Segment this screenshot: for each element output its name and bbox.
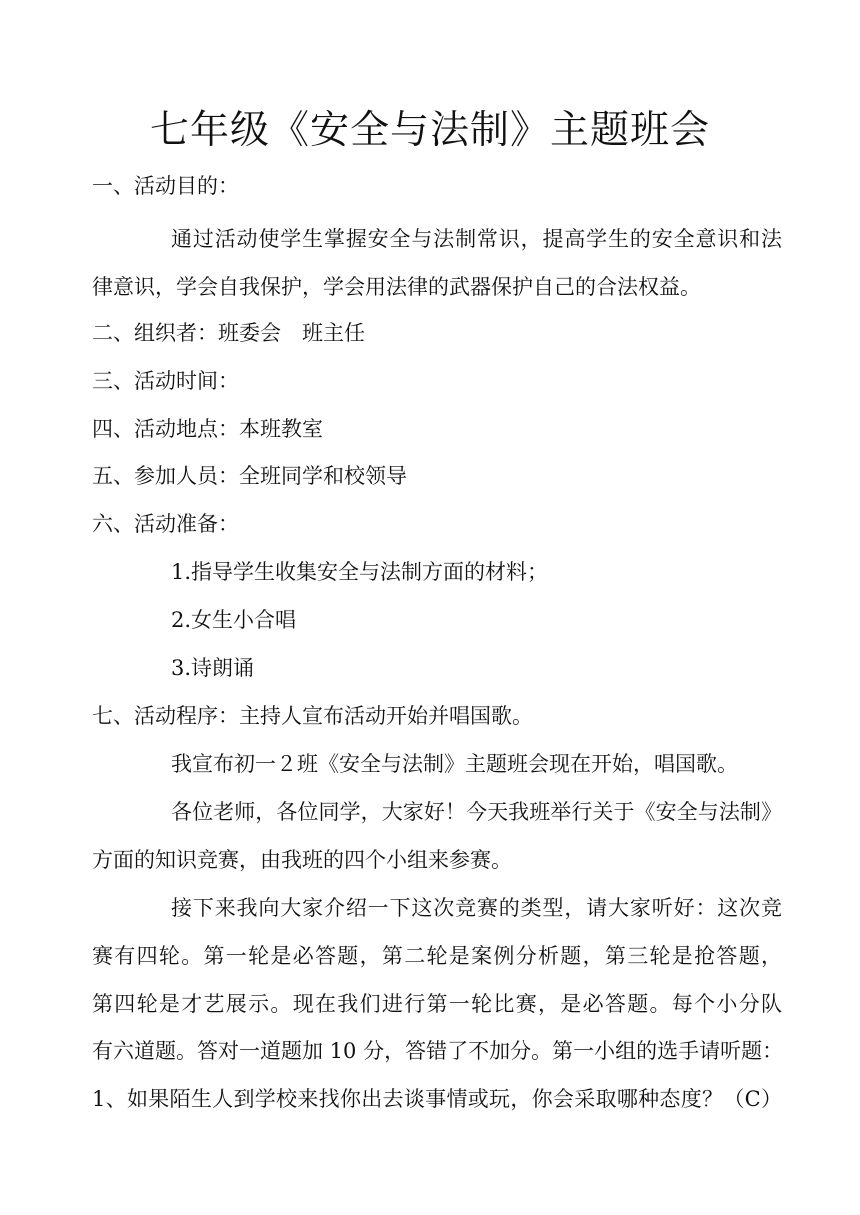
question-item: 1、如果陌生人到学校来找你出去谈事情或玩，你会采取哪种态度？（C）	[92, 1087, 782, 1111]
purpose-text-line-1: 通过活动使学生掌握安全与法制常识，提高学生的安全意识和法	[171, 227, 782, 251]
paragraph-announce: 我宣布初一２班《安全与法制》主题班会现在开始，唱国歌。	[171, 752, 738, 776]
paragraph-greeting-line-2: 方面的知识竞赛，由我班的四个小组来参赛。	[92, 848, 512, 872]
paragraph-rules-line-3: 第四轮是才艺展示。现在我们进行第一轮比赛，是必答题。每个小分队	[92, 992, 782, 1016]
paragraph-rules-line-4: 有六道题。答对一道题加 10 分，答错了不加分。第一小组的选手请听题：	[92, 1039, 784, 1063]
section-location: 四、活动地点：本班教室	[92, 417, 323, 441]
section-time: 三、活动时间：	[92, 369, 239, 393]
prep-item: 2.女生小合唱	[171, 608, 297, 632]
section-procedure: 七、活动程序：主持人宣布活动开始并唱国歌。	[92, 704, 533, 728]
paragraph-rules-line-1: 接下来我向大家介绍一下这次竞赛的类型，请大家听好：这次竞	[171, 896, 782, 920]
purpose-text-line-2: 律意识，学会自我保护，学会用法律的武器保护自己的合法权益。	[92, 275, 701, 299]
section-heading-purpose: 一、活动目的：	[92, 174, 239, 198]
section-heading-preparation: 六、活动准备：	[92, 512, 239, 536]
paragraph-greeting-line-1: 各位老师，各位同学，大家好！今天我班举行关于《安全与法制》	[171, 800, 782, 824]
page-title: 七年级《安全与法制》主题班会	[149, 108, 710, 153]
section-organizer: 二、组织者：班委会 班主任	[92, 321, 365, 345]
prep-item: 1.指导学生收集安全与法制方面的材料；	[171, 560, 549, 584]
section-participants: 五、参加人员：全班同学和校领导	[92, 464, 407, 488]
prep-item: 3.诗朗诵	[171, 656, 255, 680]
paragraph-rules-line-2: 赛有四轮。第一轮是必答题，第二轮是案例分析题，第三轮是抢答题，	[92, 944, 782, 968]
